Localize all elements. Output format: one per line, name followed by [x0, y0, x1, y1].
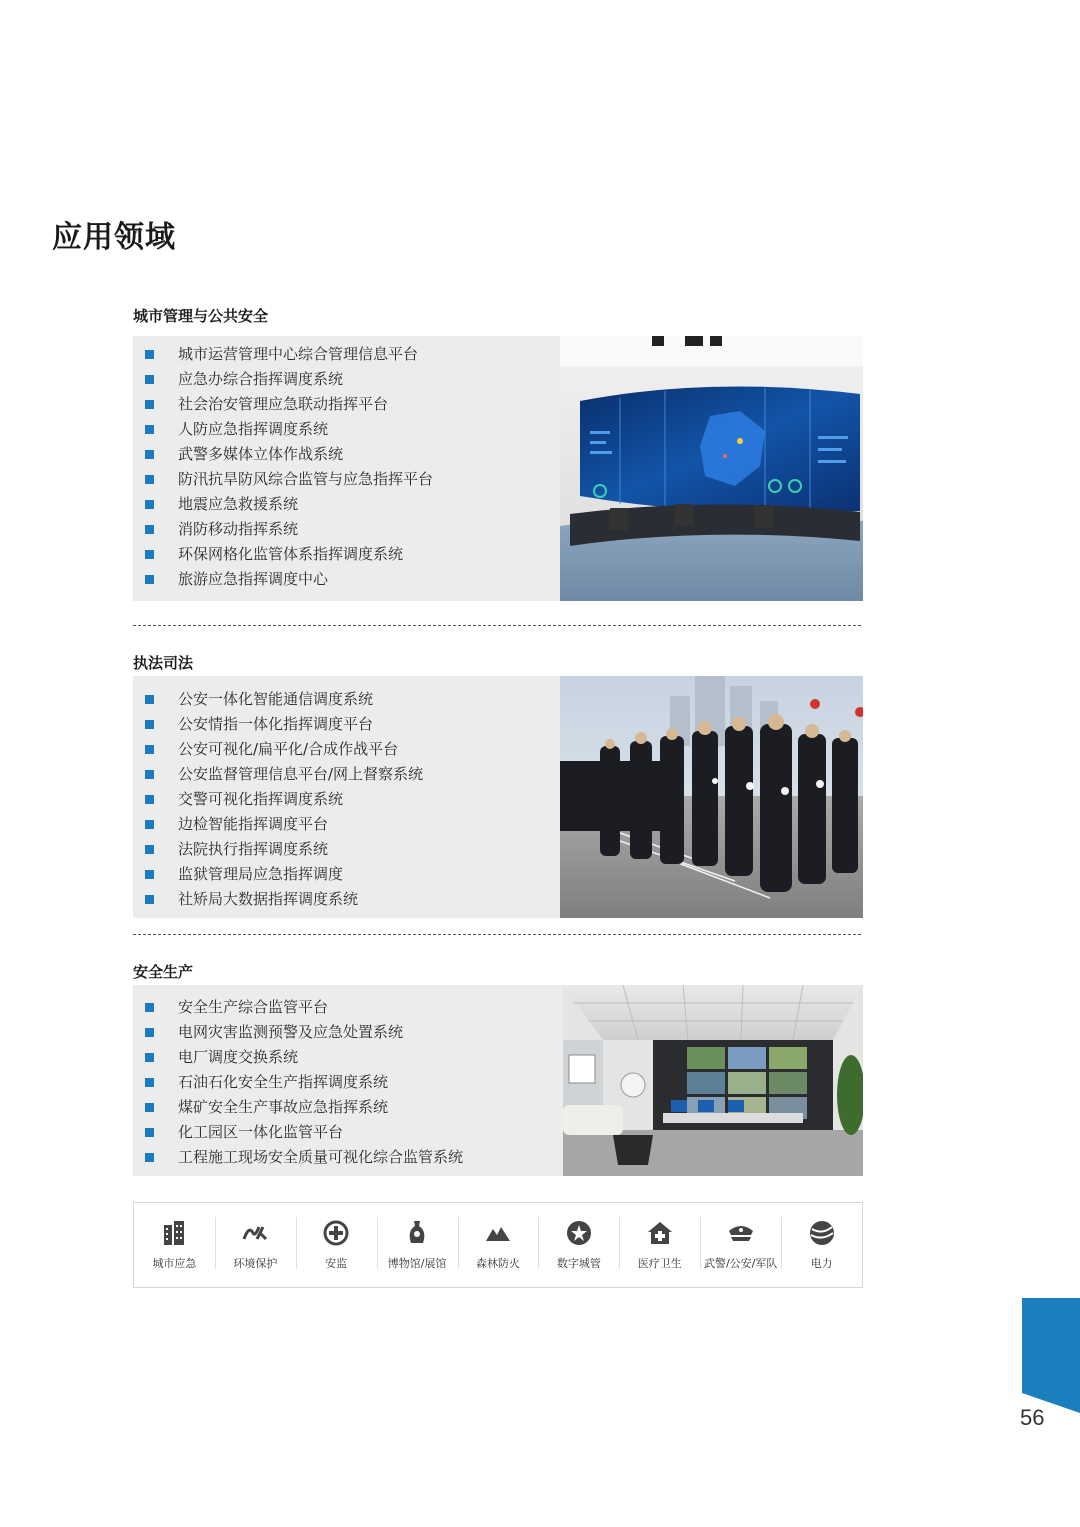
list-item-text: 监狱管理局应急指挥调度	[178, 865, 344, 883]
bullet-square-icon	[145, 475, 154, 484]
section-title-city-safety: 城市管理与公共安全	[133, 307, 269, 325]
list-item	[133, 442, 558, 467]
list-item	[133, 517, 558, 542]
icon-label: 医疗卫生	[637, 1257, 682, 1270]
police-formation-photo	[560, 676, 863, 918]
bullet-square-icon	[145, 575, 154, 584]
industry-city-emergency	[134, 1203, 215, 1287]
bullet-square-icon	[145, 1028, 154, 1037]
bullet-square-icon	[145, 1153, 154, 1162]
page-tab-marker	[1022, 1298, 1080, 1413]
list-item-text: 公安情指一体化指挥调度平台	[178, 715, 374, 733]
section-title-law-justice: 执法司法	[133, 654, 194, 672]
list-item-text: 环保网格化监管体系指挥调度系统	[178, 545, 404, 563]
list-item-text: 旅游应急指挥调度中心	[178, 570, 329, 588]
list-item	[133, 392, 558, 417]
list-item-text: 人防应急指挥调度系统	[178, 420, 329, 438]
list-item	[133, 1145, 558, 1170]
vase-icon	[403, 1219, 431, 1247]
icon-label: 城市应急	[152, 1257, 197, 1270]
section-divider	[133, 625, 861, 626]
list-item-text: 安全生产综合监管平台	[178, 998, 329, 1016]
bullet-square-icon	[145, 770, 154, 779]
icon-label: 电力	[810, 1257, 833, 1270]
list-item	[133, 737, 558, 762]
list-item-text: 电厂调度交换系统	[178, 1048, 299, 1066]
list-item	[133, 887, 558, 912]
list-item-text: 交警可视化指挥调度系统	[178, 790, 344, 808]
bullet-square-icon	[145, 550, 154, 559]
list-item-text: 工程施工现场安全质量可视化综合监管系统	[178, 1148, 464, 1166]
bullet-square-icon	[145, 720, 154, 729]
list-item	[133, 542, 558, 567]
list-item-text: 城市运营管理中心综合管理信息平台	[178, 345, 419, 363]
bullet-square-icon	[145, 870, 154, 879]
industry-forest-fire	[458, 1203, 539, 1287]
section-title-production-safety: 安全生产	[133, 963, 194, 981]
page-number: 56	[1020, 1405, 1045, 1430]
list-item	[133, 995, 558, 1020]
list-item	[133, 1095, 558, 1120]
list-item-text: 法院执行指挥调度系统	[178, 840, 329, 858]
list-item	[133, 762, 558, 787]
application-icon-bar	[133, 1202, 863, 1288]
list-item-text: 地震应急救援系统	[178, 495, 299, 513]
bullet-square-icon	[145, 1078, 154, 1087]
section-panel-production-safety	[133, 985, 863, 1176]
section-panel-city-safety	[133, 336, 863, 601]
item-list	[133, 342, 558, 592]
bullet-square-icon	[145, 525, 154, 534]
bullet-square-icon	[145, 845, 154, 854]
bullet-square-icon	[145, 1003, 154, 1012]
page-title: 应用领域	[52, 220, 176, 255]
section-panel-law-justice	[133, 676, 863, 918]
bullet-square-icon	[145, 820, 154, 829]
icon-label: 安监	[325, 1257, 348, 1270]
list-item-text: 公安监督管理信息平台/网上督察系统	[178, 765, 424, 783]
industry-power	[781, 1203, 862, 1287]
bullet-square-icon	[145, 795, 154, 804]
urban-badge-icon	[565, 1219, 593, 1247]
list-item	[133, 342, 558, 367]
bullet-square-icon	[145, 1053, 154, 1062]
list-item	[133, 787, 558, 812]
industry-urban-management	[538, 1203, 619, 1287]
power-globe-icon	[808, 1219, 836, 1247]
industry-safety-supervision	[296, 1203, 377, 1287]
building-icon	[160, 1219, 188, 1247]
bullet-square-icon	[145, 1128, 154, 1137]
environment-logo-icon	[241, 1219, 269, 1247]
bullet-square-icon	[145, 1103, 154, 1112]
command-center-photo	[560, 336, 863, 601]
list-item-text: 边检智能指挥调度平台	[178, 815, 329, 833]
item-list	[133, 995, 558, 1170]
list-item	[133, 837, 558, 862]
industry-medical	[619, 1203, 700, 1287]
bullet-square-icon	[145, 500, 154, 509]
icon-label: 数字城管	[556, 1257, 601, 1270]
list-item	[133, 417, 558, 442]
list-item	[133, 1120, 558, 1145]
list-item-text: 化工园区一体化监管平台	[178, 1123, 344, 1141]
list-item	[133, 1020, 558, 1045]
list-item-text: 消防移动指挥系统	[178, 520, 299, 538]
list-item	[133, 1045, 558, 1070]
list-item-text: 社会治安管理应急联动指挥平台	[178, 395, 389, 413]
bullet-square-icon	[145, 745, 154, 754]
bullet-square-icon	[145, 350, 154, 359]
hospital-icon	[646, 1219, 674, 1247]
list-item	[133, 367, 558, 392]
list-item-text: 应急办综合指挥调度系统	[178, 370, 344, 388]
list-item	[133, 812, 558, 837]
industry-environment	[215, 1203, 296, 1287]
bullet-square-icon	[145, 695, 154, 704]
section-divider	[133, 934, 861, 935]
list-item-text: 防汛抗旱防风综合监管与应急指挥平台	[178, 470, 434, 488]
bullet-square-icon	[145, 400, 154, 409]
list-item	[133, 467, 558, 492]
list-item	[133, 687, 558, 712]
list-item-text: 武警多媒体立体作战系统	[178, 445, 344, 463]
list-item-text: 电网灾害监测预警及应急处置系统	[178, 1023, 404, 1041]
industry-museum	[377, 1203, 458, 1287]
bullet-square-icon	[145, 895, 154, 904]
icon-label: 博物馆/展馆	[387, 1257, 447, 1270]
industry-police-military	[700, 1203, 781, 1287]
bullet-square-icon	[145, 375, 154, 384]
icon-label: 武警/公安/军队	[703, 1257, 778, 1270]
police-cap-icon	[727, 1219, 755, 1247]
icon-label: 森林防火	[476, 1257, 520, 1270]
list-item-text: 石油石化安全生产指挥调度系统	[178, 1073, 389, 1091]
list-item	[133, 492, 558, 517]
list-item	[133, 567, 558, 592]
list-item-text: 煤矿安全生产事故应急指挥系统	[178, 1098, 389, 1116]
list-item-text: 公安可视化/扁平化/合成作战平台	[178, 740, 399, 758]
safety-badge-icon	[322, 1219, 350, 1247]
list-item-text: 社矫局大数据指挥调度系统	[178, 890, 359, 908]
bullet-square-icon	[145, 425, 154, 434]
bullet-square-icon	[145, 450, 154, 459]
item-list	[133, 687, 558, 912]
list-item	[133, 862, 558, 887]
list-item	[133, 1070, 558, 1095]
forest-icon	[484, 1219, 512, 1247]
list-item-text: 公安一体化智能通信调度系统	[178, 690, 374, 708]
icon-label: 环境保护	[233, 1257, 278, 1270]
monitoring-room-photo	[563, 985, 863, 1176]
list-item	[133, 712, 558, 737]
